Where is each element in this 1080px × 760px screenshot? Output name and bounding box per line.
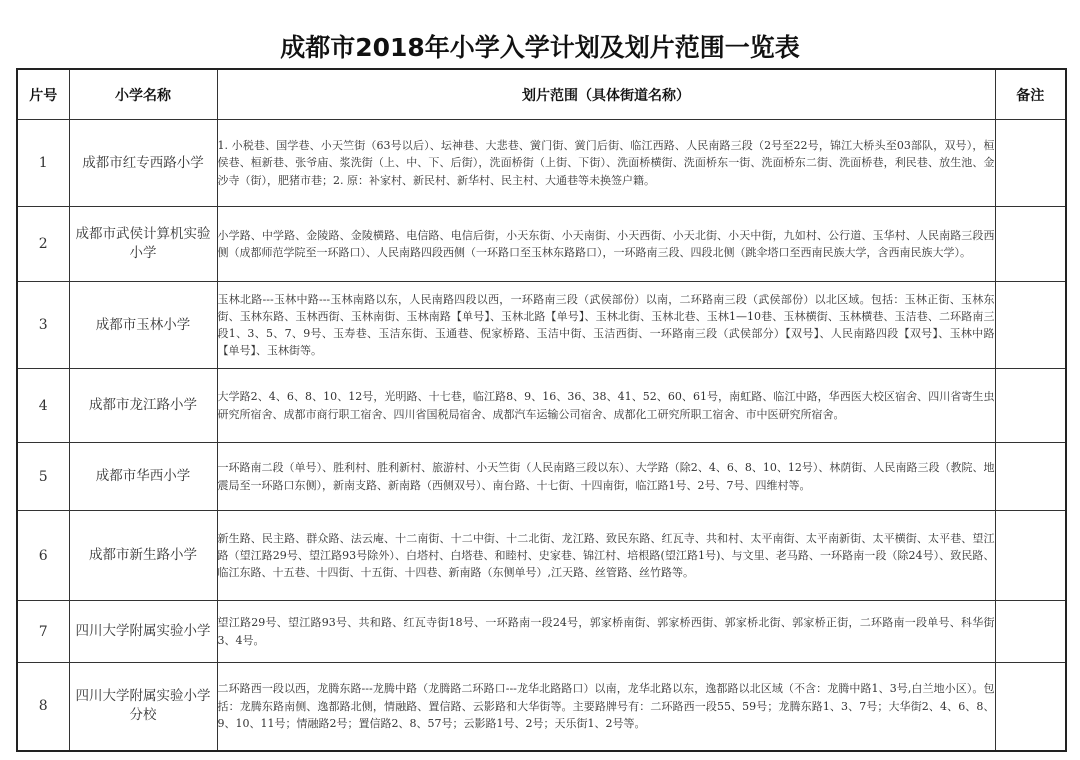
header-range: 划片范围（具体街道名称）: [217, 69, 995, 120]
row-note: [995, 663, 1066, 751]
table-row: [17, 369, 1066, 443]
school-name: 成都市红专西路小学: [69, 120, 217, 207]
table-row: [17, 282, 1066, 369]
row-number: 8: [17, 663, 69, 751]
row-number: 5: [17, 443, 69, 511]
school-district-table: [16, 68, 1067, 752]
school-name: 成都市新生路小学: [69, 511, 217, 601]
row-note: [995, 369, 1066, 443]
row-number: 6: [17, 511, 69, 601]
header-note: 备注: [995, 69, 1066, 120]
district-range: 一环路南二段（单号）、胜利村、胜利新村、旅游村、小天竺街（人民南路三段以东）、大学路（除2、4、6、8、10、12号）、林荫街、人民南路三段（教院、地震局至一环路口东侧），新南支路、新南路（西侧双号）、南台路、十七街、十四南街，临江路1号、2号、7号、四维村等。: [217, 443, 995, 511]
page-title: 成都市2018年小学入学计划及划片范围一览表: [280, 33, 800, 62]
row-note: [995, 207, 1066, 282]
table-row: [17, 511, 1066, 601]
table-row: [17, 207, 1066, 282]
table-row: [17, 120, 1066, 207]
school-name: 四川大学附属实验小学: [69, 601, 217, 663]
school-name: 成都市玉林小学: [69, 282, 217, 369]
table-header-row: [17, 69, 1066, 120]
row-number: 7: [17, 601, 69, 663]
school-name: 成都市龙江路小学: [69, 369, 217, 443]
district-range: 二环路西一段以西，龙腾东路---龙腾中路（龙腾路二环路口---龙华北路路口）以南，龙华北路以东，逸都路以北区域（不含：龙腾中路1、3号,白兰地小区）。包括：龙腾东路南侧、逸都路北侧，情融路、置信路、云影路和大华街等。主要路牌号有：二环路西一段55、59号；龙腾东路1、3、7号；大华街2、4、6、8、9、10、11号；情融路2号；置信路2、8、57号；云影路1号、2号；天乐街1、2号等。: [217, 663, 995, 751]
district-range: 小学路、中学路、金陵路、金陵横路、电信路、电信后街，小天东街、小天南街、小天西街、小天北街、小天中街，九如村、公行道、玉华村、人民南路三段西侧（成都师范学院至一环路口）、人民南路四段西侧（一环路口至玉林东路路口），一环路南三段、四段北侧（跳伞塔口至西南民族大学，含西南民族大学）。: [217, 207, 995, 282]
school-name: 成都市华西小学: [69, 443, 217, 511]
table-row: [17, 663, 1066, 751]
row-number: 2: [17, 207, 69, 282]
district-range: 玉林北路---玉林中路---玉林南路以东，人民南路四段以西，一环路南三段（武侯部份）以南，二环路南三段（武侯部份）以北区域。包括：玉林正街、玉林东街、玉林东路、玉林西街、玉林南街、玉林南路【单号】、玉林北路【单号】、玉林北街、玉林北巷、玉林1—10巷、玉林横街、玉林横巷、玉洁巷、二环路南三段1、3、5、7、9号、玉寿巷、玉洁东街、玉通巷、倪家桥路、玉洁中街、玉洁西街、一环路南三段（武侯部分）【双号】、人民南路四段【双号】、玉林中路【单号】、玉林街等。: [217, 282, 995, 369]
row-note: [995, 120, 1066, 207]
header-school: 小学名称: [69, 69, 217, 120]
row-number: 3: [17, 282, 69, 369]
district-range: 1. 小税巷、国学巷、小天竺街（63号以后）、坛神巷、大悲巷、黉门街、黉门后街、临江西路、人民南路三段（2号至22号，锦江大桥头至03部队，双号），桓侯巷、桓新巷、张爷庙、浆洗街（上、中、下、后街），洗面桥街（上街、下街）、洗面桥横街、洗面桥东一街、洗面桥东二街、洗面桥巷，利民巷、放生池、金沙寺（街），肥猪市巷；2. 原：补家村、新民村、新华村、民主村、大通巷等未换签户籍。: [217, 120, 995, 207]
header-num: 片号: [17, 69, 69, 120]
district-range: 新生路、民主路、群众路、法云庵、十二南街、十二中街、十二北街、龙江路、致民东路、红瓦寺、共和村、太平南街、太平南新街、太平横街、太平巷、望江路（望江路29号、望江路93号除外）、白塔村、白塔巷、和睦村、史家巷、锦江村、培根路(望江路1号)、与文里、老马路、一环路南一段（除24号）、致民路、临江东路、十五巷、十四街、十五街、十四巷、新南路（东侧单号）,江天路、丝管路、丝竹路等。: [217, 511, 995, 601]
school-name: 四川大学附属实验小学分校: [69, 663, 217, 751]
school-name: 成都市武侯计算机实验小学: [69, 207, 217, 282]
row-note: [995, 282, 1066, 369]
table-row: [17, 443, 1066, 511]
row-number: 1: [17, 120, 69, 207]
row-number: 4: [17, 369, 69, 443]
district-range: 大学路2、4、6、8、10、12号，光明路、十七巷，临江路8、9、16、36、38、41、52、60、61号，南虹路、临江中路，华西医大校区宿舍、四川省寄生虫研究所宿舍、成都市商行职工宿舍、四川省国税局宿舍、成都汽车运输公司宿舍、成都化工研究所职工宿舍、市中医研究所宿舍。: [217, 369, 995, 443]
row-note: [995, 443, 1066, 511]
row-note: [995, 601, 1066, 663]
district-range: 望江路29号、望江路93号、共和路、红瓦寺街18号、一环路南一段24号，郭家桥南街、郭家桥西街、郭家桥北街、郭家桥正街，二环路南一段单号、科华街3、4号。: [217, 601, 995, 663]
table-row: [17, 601, 1066, 663]
row-note: [995, 511, 1066, 601]
